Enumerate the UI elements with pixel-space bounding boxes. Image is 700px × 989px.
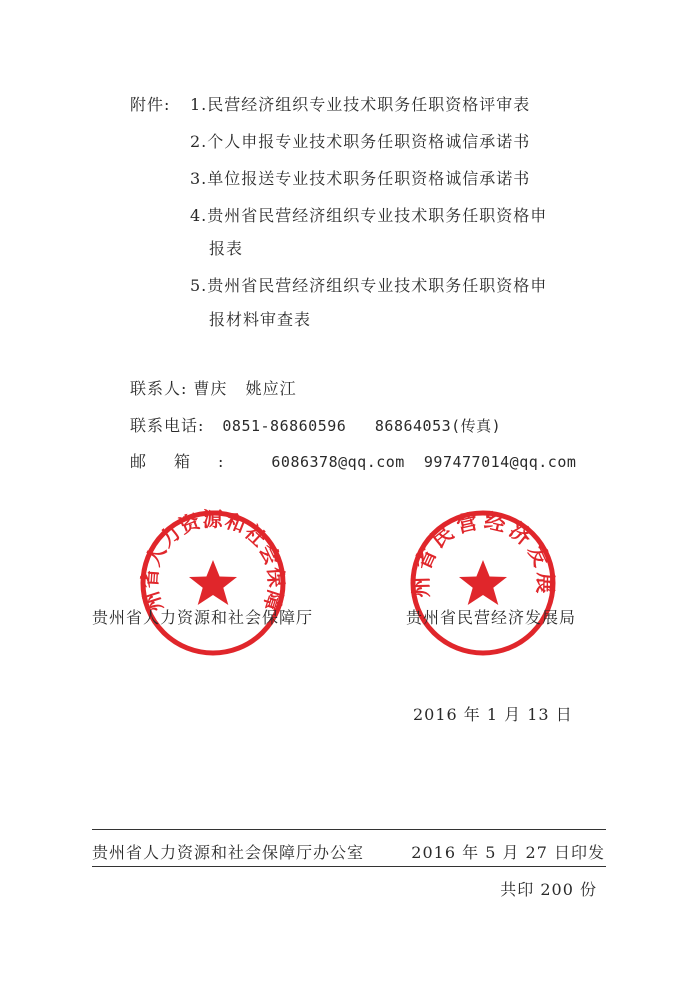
attachment-item-5-continued: 报材料审查表 bbox=[209, 310, 312, 329]
attachment-item-2: 2.个人申报专业技术职务任职资格诚信承诺书 bbox=[190, 132, 531, 151]
footer-top-divider bbox=[92, 829, 606, 830]
attachment-item-4: 4.贵州省民营经济组织专业技术职务任职资格申 bbox=[190, 206, 548, 225]
contact-emails: 6086378@qq.com 997477014@qq.com bbox=[271, 453, 577, 471]
contact-phones: 0851-86860596 86864053(传真) bbox=[222, 417, 502, 435]
seal-right bbox=[395, 488, 559, 658]
footer-issue-date: 2016 年 5 月 27 日印发 bbox=[411, 843, 605, 862]
seal-left-star-icon bbox=[189, 560, 237, 605]
contact-persons: 曹庆 姚应江 bbox=[193, 379, 297, 398]
signature-right-org: 贵州省民营经济发展局 bbox=[406, 608, 577, 627]
signature-left-org: 贵州省人力资源和社会保障厅 bbox=[92, 608, 314, 627]
contact-person-row bbox=[130, 378, 297, 400]
attachments-label: 附件: bbox=[130, 95, 171, 114]
footer-office: 贵州省人力资源和社会保障厅办公室 bbox=[92, 843, 365, 862]
footer-copies: 共印 200 份 bbox=[500, 880, 597, 899]
attachment-item-1: 1.民营经济组织专业技术职务任职资格评审表 bbox=[190, 95, 531, 114]
contact-phone-label: 联系电话: bbox=[130, 416, 205, 435]
seal-left bbox=[127, 489, 289, 658]
contact-email-label: 邮箱: bbox=[130, 452, 252, 471]
seal-right-star-icon bbox=[459, 560, 507, 605]
attachment-item-3: 3.单位报送专业技术职务任职资格诚信承诺书 bbox=[190, 169, 531, 188]
footer-bottom-divider bbox=[92, 866, 606, 867]
seal-left-text: 贵州省人力资源和社会保障厅 bbox=[127, 489, 289, 615]
attachment-item-4-continued: 报表 bbox=[209, 239, 244, 258]
contact-phone-row bbox=[130, 415, 501, 437]
attachment-item-5: 5.贵州省民营经济组织专业技术职务任职资格申 bbox=[190, 276, 548, 295]
signature-date: 2016 年 1 月 13 日 bbox=[413, 705, 573, 724]
seal-right-text: 贵州省民营经济发展局 bbox=[395, 488, 559, 598]
contact-email-row bbox=[130, 451, 576, 473]
contact-person-label: 联系人: bbox=[130, 379, 188, 398]
